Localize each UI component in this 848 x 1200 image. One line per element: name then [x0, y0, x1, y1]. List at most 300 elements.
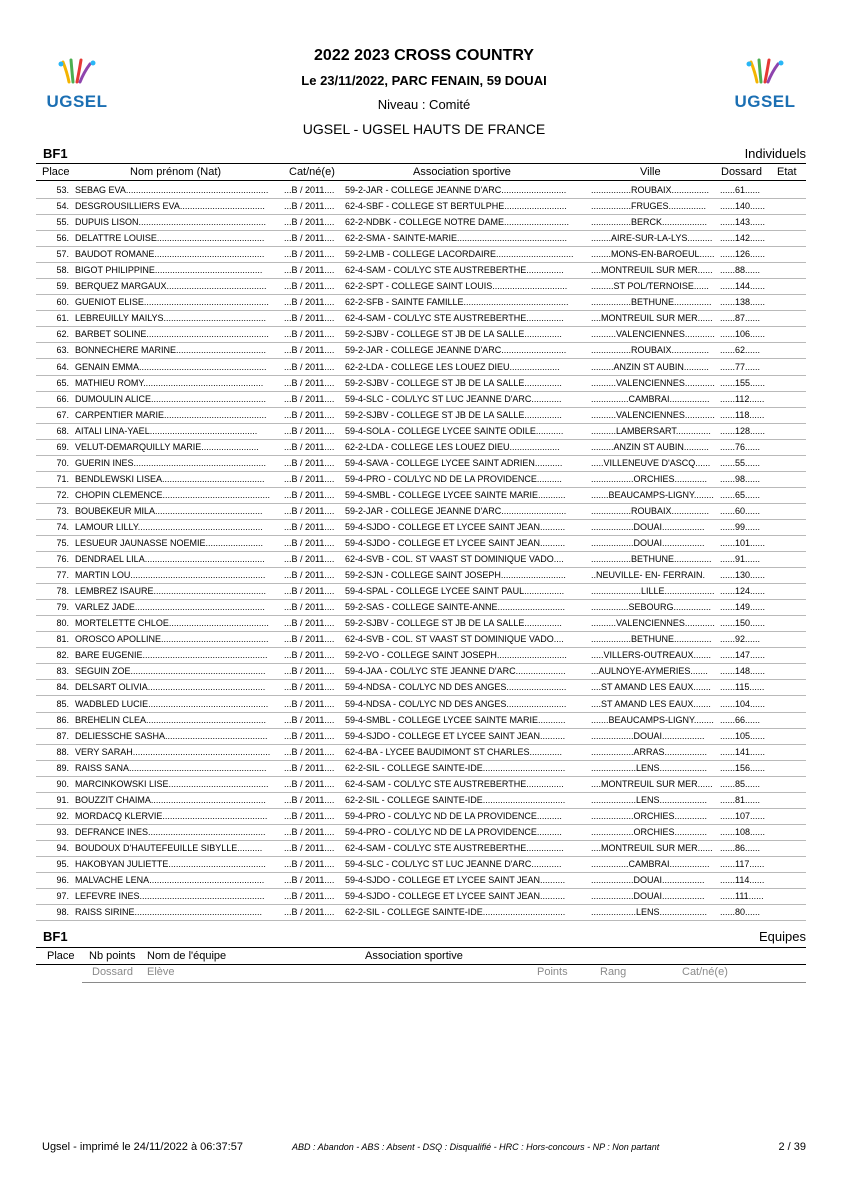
table-row	[36, 263, 806, 279]
row-athlete-name: HAKOBYAN JULIETTE.......................................	[75, 858, 266, 869]
row-city: .....VILLERS-OUTREAUX.......	[591, 650, 712, 661]
row-athlete-name: RAISS SANA.......................................................	[75, 762, 267, 773]
row-category: ...B / 2011....	[284, 650, 335, 661]
table-row	[36, 905, 806, 921]
row-bib: ......111......	[720, 891, 764, 902]
row-association: 59-2-JAR - COLLEGE JEANNE D'ARC..........................	[345, 345, 567, 356]
teams-sub-rule	[82, 982, 806, 983]
row-bib: ......112......	[720, 393, 765, 404]
row-bib: ......126......	[720, 249, 766, 260]
row-association: 62-4-BA - LYCEE BAUDIMONT ST CHARLES.............	[345, 746, 563, 757]
row-city: ..........LAMBERSART..............	[591, 425, 711, 436]
row-athlete-name: MORDACQ KLERVIE..........................................	[75, 810, 268, 821]
row-place: 73.	[56, 505, 69, 516]
row-place: 82.	[56, 650, 69, 661]
row-bib: ......92......	[720, 634, 761, 645]
row-association: 62-2-LDA - COLLEGE LES LOUEZ DIEU....................	[345, 441, 560, 452]
teams-category: BF1	[43, 929, 68, 944]
row-category: ...B / 2011....	[284, 313, 335, 324]
row-bib: ......114......	[720, 875, 765, 886]
table-row	[36, 231, 806, 247]
row-athlete-name: BONNECHERE MARINE....................................	[75, 345, 267, 356]
row-bib: ......104......	[720, 698, 766, 709]
row-bib: ......141......	[720, 746, 766, 757]
team-sub-cat: Cat/né(e)	[682, 966, 728, 978]
row-city: .................DOUAI.................	[591, 891, 705, 902]
row-athlete-name: LESUEUR JAUNASSE NOEMIE.......................	[75, 538, 264, 549]
row-category: ...B / 2011....	[284, 345, 335, 356]
row-place: 65.	[56, 377, 69, 388]
row-bib: ......155......	[720, 377, 766, 388]
row-category: ...B / 2011....	[284, 810, 335, 821]
team-col-name: Nom de l'équipe	[147, 950, 227, 962]
row-place: 66.	[56, 393, 69, 404]
table-row	[36, 857, 806, 873]
team-sub-points: Points	[537, 966, 568, 978]
row-category: ...B / 2011....	[284, 281, 335, 292]
row-bib: ......140......	[720, 201, 766, 212]
col-ville: Ville	[640, 166, 661, 178]
table-row	[36, 841, 806, 857]
row-category: ...B / 2011....	[284, 891, 335, 902]
table-row	[36, 215, 806, 231]
row-category: ...B / 2011....	[284, 762, 335, 773]
row-place: 88.	[56, 746, 69, 757]
row-association: 59-4-SJDO - COLLEGE ET LYCEE SAINT JEAN..........	[345, 875, 566, 886]
row-association: 59-2-SJN - COLLEGE SAINT JOSEPH..........................	[345, 570, 566, 581]
row-category: ...B / 2011....	[284, 698, 335, 709]
row-city: ..NEUVILLE- EN- FERRAIN.	[591, 570, 706, 581]
row-association: 59-4-JAA - COL/LYC STE JEANNE D'ARC....................	[345, 666, 566, 677]
col-place: Place	[42, 166, 70, 178]
row-city: ........MONS-EN-BAROEUL......	[591, 249, 715, 260]
row-city: ...............CAMBRAI................	[591, 393, 710, 404]
row-city: ....MONTREUIL SUR MER......	[591, 842, 713, 853]
row-city: .................DOUAI.................	[591, 730, 705, 741]
row-city: ..........VALENCIENNES............	[591, 409, 715, 420]
row-place: 79.	[56, 602, 69, 613]
column-header-rule	[36, 180, 806, 181]
table-row	[36, 183, 806, 199]
table-row	[36, 761, 806, 777]
row-association: 59-4-SMBL - COLLEGE LYCEE SAINTE MARIE...........	[345, 714, 566, 725]
row-association: 59-4-SLC - COL/LYC ST LUC JEANNE D'ARC............	[345, 858, 562, 869]
row-association: 59-2-SJBV - COLLEGE ST JB DE LA SALLE...............	[345, 409, 562, 420]
row-place: 87.	[56, 730, 69, 741]
row-athlete-name: MARCINKOWSKI LISE........................................	[75, 778, 269, 789]
row-bib: ......156......	[720, 762, 766, 773]
row-city: ................BERCK..................	[591, 217, 708, 228]
table-row	[36, 504, 806, 520]
row-association: 59-2-SJBV - COLLEGE ST JB DE LA SALLE...............	[345, 329, 562, 340]
table-row	[36, 392, 806, 408]
row-bib: ......106......	[720, 329, 766, 340]
teams-col-rule	[36, 964, 806, 965]
row-athlete-name: OROSCO APOLLINE...........................................	[75, 634, 269, 645]
team-col-place: Place	[47, 950, 75, 962]
row-place: 59.	[56, 281, 69, 292]
table-row	[36, 247, 806, 263]
row-city: ................ROUBAIX...............	[591, 505, 710, 516]
ugsel-logo-text: UGSEL	[734, 92, 796, 111]
table-row	[36, 600, 806, 616]
col-name: Nom prénom (Nat)	[130, 166, 222, 178]
row-city: .......BEAUCAMPS-LIGNY........	[591, 489, 714, 500]
row-city: ....MONTREUIL SUR MER......	[591, 265, 713, 276]
row-category: ...B / 2011....	[284, 778, 335, 789]
row-bib: ......98......	[720, 473, 761, 484]
table-row	[36, 295, 806, 311]
row-place: 77.	[56, 570, 69, 581]
row-city: ..................LENS...................	[591, 794, 708, 805]
row-city: ...............SEBOURG...............	[591, 602, 712, 613]
row-category: ...B / 2011....	[284, 233, 335, 244]
table-row	[36, 889, 806, 905]
row-bib: ......65......	[720, 489, 761, 500]
row-association: 62-2-SIL - COLLEGE SAINTE-IDE.................................	[345, 794, 566, 805]
row-place: 64.	[56, 361, 69, 372]
row-city: ................ROUBAIX...............	[591, 185, 710, 195]
row-city: .................DOUAI.................	[591, 875, 705, 886]
row-association: 62-4-SBF - COLLEGE ST BERTULPHE.........................	[345, 201, 567, 212]
row-athlete-name: MALVACHE LENA..............................................	[75, 875, 265, 886]
row-bib: ......117......	[720, 858, 765, 869]
row-bib: ......108......	[720, 826, 766, 837]
row-city: .................DOUAI.................	[591, 521, 705, 532]
row-place: 72.	[56, 489, 69, 500]
row-athlete-name: DEFRANCE INES...............................................	[75, 826, 266, 837]
row-bib: ......118......	[720, 409, 765, 420]
row-divider	[36, 920, 806, 921]
team-col-assoc: Association sportive	[365, 950, 463, 962]
page-title: 2022 2023 CROSS COUNTRY	[314, 47, 534, 64]
row-athlete-name: BREHELIN CLEA................................................	[75, 714, 267, 725]
row-city: .......BEAUCAMPS-LIGNY........	[591, 714, 714, 725]
row-athlete-name: CARPENTIER MARIE.........................................	[75, 409, 267, 420]
row-city: ..................LENS...................	[591, 762, 708, 773]
table-row	[36, 343, 806, 359]
row-athlete-name: DESGROUSILLIERS EVA..................................	[75, 201, 265, 212]
row-athlete-name: WADBLED LUCIE................................................	[75, 698, 269, 709]
row-bib: ......80......	[720, 907, 761, 918]
row-association: 62-4-SAM - COL/LYC STE AUSTREBERTHE...............	[345, 778, 564, 789]
row-place: 67.	[56, 409, 69, 420]
region-label: UGSEL - UGSEL HAUTS DE FRANCE	[302, 121, 546, 137]
row-city: .................ORCHIES.............	[591, 473, 708, 484]
row-category: ...B / 2011....	[284, 554, 335, 565]
row-category: ...B / 2011....	[284, 393, 335, 404]
table-row	[36, 745, 806, 761]
row-city: .................DOUAI.................	[591, 538, 705, 549]
row-bib: ......138......	[720, 297, 766, 308]
row-category: ...B / 2011....	[284, 217, 335, 228]
row-place: 84.	[56, 682, 69, 693]
row-place: 57.	[56, 249, 69, 260]
row-category: ...B / 2011....	[284, 265, 335, 276]
row-association: 62-2-SPT - COLLEGE SAINT LOUIS..............................	[345, 281, 568, 292]
individuals-section-label: Individuels	[744, 146, 806, 161]
row-city: ...............CAMBRAI................	[591, 858, 710, 869]
row-category: ...B / 2011....	[284, 249, 335, 260]
row-athlete-name: DUMOULIN ALICE..............................................	[75, 393, 267, 404]
row-category: ...B / 2011....	[284, 842, 335, 853]
row-association: 62-2-NDBK - COLLEGE NOTRE DAME..........................	[345, 217, 570, 228]
print-timestamp: Ugsel - imprimé le 24/11/2022 à 06:37:57	[42, 1141, 243, 1153]
row-athlete-name: MARTIN LOU......................................................	[75, 570, 266, 581]
row-athlete-name: BIGOT PHILIPPINE...........................................	[75, 265, 263, 276]
row-category: ...B / 2011....	[284, 746, 335, 757]
row-association: 62-2-SFB - SAINTE FAMILLE..........................................	[345, 297, 569, 308]
row-bib: ......107......	[720, 810, 766, 821]
row-category: ...B / 2011....	[284, 794, 335, 805]
row-athlete-name: BOUDOUX D'HAUTEFEUILLE SIBYLLE..........	[75, 842, 263, 853]
row-athlete-name: BARBET SOLINE.................................................	[75, 329, 269, 340]
row-bib: ......143......	[720, 217, 766, 228]
row-bib: ......61......	[720, 185, 761, 195]
row-athlete-name: BOUBEKEUR MILA...........................................	[75, 505, 263, 516]
row-place: 69.	[56, 441, 69, 452]
row-category: ...B / 2011....	[284, 826, 335, 837]
row-bib: ......150......	[720, 618, 766, 629]
row-city: ..........VALENCIENNES............	[591, 329, 715, 340]
row-city: .........ANZIN ST AUBIN..........	[591, 361, 709, 372]
row-place: 54.	[56, 201, 69, 212]
row-place: 90.	[56, 778, 69, 789]
row-bib: ......130......	[720, 570, 766, 581]
row-athlete-name: BENDLEWSKI LISEA.........................................	[75, 473, 265, 484]
row-association: 62-4-SAM - COL/LYC STE AUSTREBERTHE...............	[345, 265, 564, 276]
row-category: ...B / 2011....	[284, 505, 335, 516]
table-row	[36, 680, 806, 696]
row-category: ...B / 2011....	[284, 201, 335, 212]
row-association: 59-2-JAR - COLLEGE JEANNE D'ARC..........................	[345, 185, 567, 195]
row-association: 59-4-SJDO - COLLEGE ET LYCEE SAINT JEAN..........	[345, 538, 566, 549]
row-bib: ......60......	[720, 505, 761, 516]
row-place: 93.	[56, 826, 69, 837]
row-city: ....ST AMAND LES EAUX.......	[591, 698, 711, 709]
row-association: 62-4-SAM - COL/LYC STE AUSTREBERTHE...............	[345, 842, 564, 853]
table-row	[36, 472, 806, 488]
row-city: ....ST AMAND LES EAUX.......	[591, 682, 711, 693]
row-place: 60.	[56, 297, 69, 308]
row-athlete-name: MATHIEU ROMY................................................	[75, 377, 264, 388]
row-category: ...B / 2011....	[284, 586, 335, 597]
row-bib: ......91......	[720, 554, 761, 565]
row-bib: ......147......	[720, 650, 766, 661]
table-row	[36, 376, 806, 392]
row-category: ...B / 2011....	[284, 489, 335, 500]
row-athlete-name: VERY SARAH.......................................................	[75, 746, 271, 757]
team-col-points: Nb points	[89, 950, 136, 962]
table-row	[36, 311, 806, 327]
row-place: 76.	[56, 554, 69, 565]
row-place: 61.	[56, 313, 69, 324]
row-category: ...B / 2011....	[284, 361, 335, 372]
row-place: 74.	[56, 521, 69, 532]
row-bib: ......87......	[720, 313, 761, 324]
team-sub-eleve: Elève	[147, 966, 175, 978]
row-place: 53.	[56, 185, 69, 195]
row-bib: ......124......	[720, 586, 766, 597]
row-athlete-name: VARLEZ JADE....................................................	[75, 602, 265, 613]
row-place: 71.	[56, 473, 69, 484]
row-city: ..........VALENCIENNES............	[591, 377, 715, 388]
team-sub-dossard: Dossard	[92, 966, 133, 978]
table-row	[36, 729, 806, 745]
row-city: ................BETHUNE...............	[591, 634, 712, 645]
row-bib: ......76......	[720, 441, 761, 452]
row-place: 92.	[56, 810, 69, 821]
row-association: 59-4-PRO - COL/LYC ND DE LA PROVIDENCE..........	[345, 826, 562, 837]
row-bib: ......142......	[720, 233, 766, 244]
row-category: ...B / 2011....	[284, 907, 335, 918]
row-city: .........ANZIN ST AUBIN..........	[591, 441, 709, 452]
row-athlete-name: LEBREUILLY MAILYS.........................................	[75, 313, 267, 324]
row-association: 62-2-SMA - SAINTE-MARIE............................................	[345, 233, 568, 244]
row-bib: ......115......	[720, 682, 765, 693]
row-place: 86.	[56, 714, 69, 725]
row-bib: ......77......	[720, 361, 761, 372]
page-number: 2 / 39	[778, 1141, 806, 1153]
row-place: 68.	[56, 425, 69, 436]
row-city: .....VILLENEUVE D'ASCQ......	[591, 457, 711, 468]
row-place: 85.	[56, 698, 69, 709]
row-place: 62.	[56, 329, 69, 340]
table-row	[36, 552, 806, 568]
row-bib: ......101......	[720, 538, 766, 549]
results-table	[36, 183, 806, 921]
table-row	[36, 825, 806, 841]
row-athlete-name: BOUZZIT CHAIMA..............................................	[75, 794, 266, 805]
row-athlete-name: CHOPIN CLEMENCE...........................................	[75, 489, 271, 500]
col-assoc: Association sportive	[413, 166, 511, 178]
row-athlete-name: GENAIN EMMA...................................................	[75, 361, 267, 372]
row-category: ...B / 2011....	[284, 425, 335, 436]
row-athlete-name: LEFEVRE INES..................................................	[75, 891, 265, 902]
row-association: 59-2-SJBV - COLLEGE ST JB DE LA SALLE...............	[345, 377, 562, 388]
row-place: 97.	[56, 891, 69, 902]
row-category: ...B / 2011....	[284, 409, 335, 420]
row-athlete-name: AITALI LINA-YAEL...........................................	[75, 425, 258, 436]
team-sub-rang: Rang	[600, 966, 627, 978]
table-row	[36, 616, 806, 632]
row-athlete-name: DENDRAEL LILA................................................	[75, 554, 265, 565]
row-association: 59-4-NDSA - COL/LYC ND DES ANGES........................	[345, 698, 567, 709]
row-athlete-name: DELATTRE LOUISE...........................................	[75, 233, 265, 244]
row-place: 89.	[56, 762, 69, 773]
col-etat: Etat	[777, 166, 797, 178]
row-association: 59-2-JAR - COLLEGE JEANNE D'ARC..........................	[345, 505, 567, 516]
row-association: 62-4-SVB - COL. ST VAAST ST DOMINIQUE VADO....	[345, 634, 564, 645]
row-category: ...B / 2011....	[284, 329, 335, 340]
row-category: ...B / 2011....	[284, 634, 335, 645]
row-category: ...B / 2011....	[284, 377, 335, 388]
table-row	[36, 584, 806, 600]
row-category: ...B / 2011....	[284, 441, 335, 452]
table-row	[36, 873, 806, 889]
row-place: 81.	[56, 634, 69, 645]
table-row	[36, 456, 806, 472]
row-association: 59-2-SAS - COLLEGE SAINTE-ANNE...........................	[345, 602, 566, 613]
row-athlete-name: VELUT-DEMARQUILLY MARIE.......................	[75, 441, 259, 452]
row-bib: ......86......	[720, 842, 761, 853]
table-row	[36, 199, 806, 215]
row-city: ................FRUGES...............	[591, 201, 707, 212]
row-association: 59-4-PRO - COL/LYC ND DE LA PROVIDENCE..........	[345, 473, 562, 484]
row-association: 59-4-PRO - COL/LYC ND DE LA PROVIDENCE..........	[345, 810, 562, 821]
row-bib: ......55......	[720, 457, 761, 468]
row-athlete-name: SEGUIN ZOE......................................................	[75, 666, 266, 677]
row-place: 95.	[56, 858, 69, 869]
row-city: ..........VALENCIENNES............	[591, 618, 715, 629]
table-row	[36, 777, 806, 793]
table-row	[36, 568, 806, 584]
table-row	[36, 408, 806, 424]
row-place: 70.	[56, 457, 69, 468]
row-place: 58.	[56, 265, 69, 276]
table-row	[36, 664, 806, 680]
table-row	[36, 360, 806, 376]
table-row	[36, 809, 806, 825]
event-subtitle: Le 23/11/2022, PARC FENAIN, 59 DOUAI	[301, 73, 547, 88]
row-athlete-name: RAISS SIRINE...................................................	[75, 907, 263, 918]
row-place: 96.	[56, 875, 69, 886]
row-association: 62-4-SVB - COL. ST VAAST ST DOMINIQUE VADO....	[345, 554, 564, 565]
row-athlete-name: MORTELETTE CHLOE........................................	[75, 618, 269, 629]
row-city: .................ARRAS.................	[591, 746, 708, 757]
row-category: ...B / 2011....	[284, 730, 335, 741]
row-bib: ......128......	[720, 425, 766, 436]
table-row	[36, 648, 806, 664]
row-bib: ......81......	[720, 794, 761, 805]
row-association: 62-2-SIL - COLLEGE SAINTE-IDE.................................	[345, 762, 566, 773]
row-place: 91.	[56, 794, 69, 805]
row-city: ....MONTREUIL SUR MER......	[591, 313, 713, 324]
row-city: ....................LILLE....................	[591, 586, 715, 597]
teams-section-label: Equipes	[759, 929, 806, 944]
row-association: 59-4-SJDO - COLLEGE ET LYCEE SAINT JEAN..........	[345, 891, 566, 902]
row-bib: ......149......	[720, 602, 766, 613]
row-category: ...B / 2011....	[284, 875, 335, 886]
row-athlete-name: BERQUEZ MARGAUX........................................	[75, 281, 267, 292]
row-place: 78.	[56, 586, 69, 597]
row-association: 59-4-SMBL - COLLEGE LYCEE SAINTE MARIE...........	[345, 489, 566, 500]
row-association: 62-2-SIL - COLLEGE SAINTE-IDE.................................	[345, 907, 566, 918]
row-place: 75.	[56, 538, 69, 549]
row-category: ...B / 2011....	[284, 666, 335, 677]
row-place: 80.	[56, 618, 69, 629]
row-city: .................ORCHIES.............	[591, 826, 708, 837]
individuals-category: BF1	[43, 146, 68, 161]
row-athlete-name: DUPUIS LISON...................................................	[75, 217, 267, 228]
row-category: ...B / 2011....	[284, 457, 335, 468]
row-category: ...B / 2011....	[284, 570, 335, 581]
row-city: ..................LENS...................	[591, 907, 708, 918]
row-athlete-name: SEBAG EVA.........................................................	[75, 185, 269, 195]
row-place: 55.	[56, 217, 69, 228]
row-category: ...B / 2011....	[284, 538, 335, 549]
header-rule	[36, 163, 806, 164]
row-athlete-name: GUENIOT ELISE..................................................	[75, 297, 269, 308]
row-bib: ......85......	[720, 778, 761, 789]
row-athlete-name: LEMBREZ ISAURE.............................................	[75, 586, 267, 597]
table-row	[36, 793, 806, 809]
row-city: ................ROUBAIX...............	[591, 345, 710, 356]
teams-header-rule	[36, 947, 806, 948]
row-association: 59-4-NDSA - COL/LYC ND DES ANGES........................	[345, 682, 567, 693]
row-category: ...B / 2011....	[284, 602, 335, 613]
row-athlete-name: DELIESSCHE SASHA.........................................	[75, 730, 268, 741]
